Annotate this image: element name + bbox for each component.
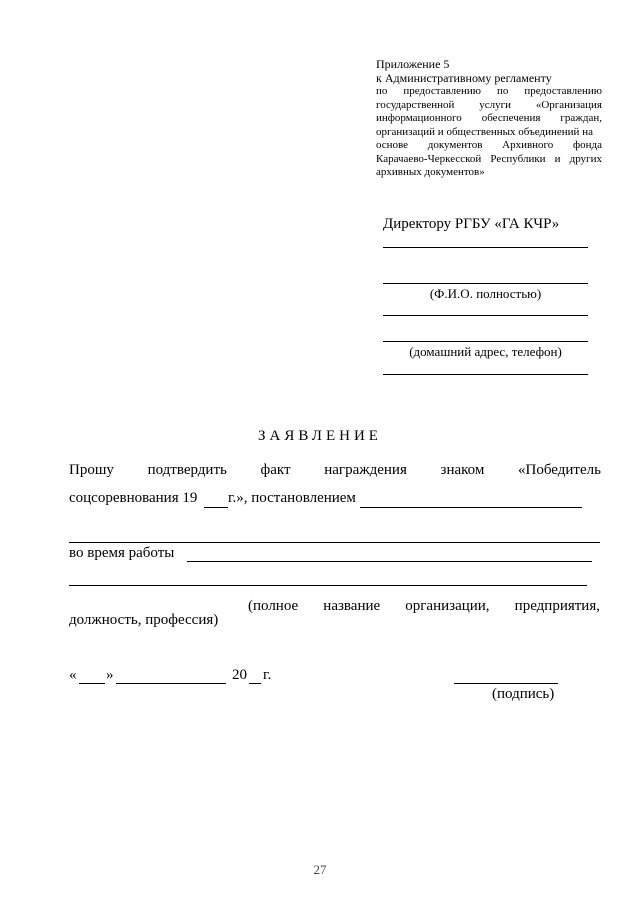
appendix-word: услуги — [479, 98, 511, 111]
addressee-line-1 — [383, 247, 588, 248]
paragraph-word: Прошу — [69, 462, 114, 478]
paragraph-word: подтвердить — [147, 462, 227, 478]
appendix-word: государственной — [376, 98, 455, 111]
caption-word: (полное — [248, 598, 299, 614]
organization-caption — [248, 598, 600, 615]
month-blank — [116, 683, 226, 684]
appendix-word: обеспечения — [481, 112, 541, 124]
statement-title: ЗАЯВЛЕНИЕ — [258, 428, 382, 444]
appendix-line — [376, 99, 602, 113]
fio-caption: (Ф.И.О. полностью) — [429, 286, 542, 301]
appendix-word: по — [496, 85, 509, 97]
appendix-line — [376, 153, 602, 167]
appendix-word: граждан, — [560, 112, 602, 124]
work-blank — [187, 561, 592, 562]
work-label: во время работы — [69, 545, 175, 561]
appendix-line: к Административному регламенту — [376, 70, 552, 85]
full-line-2 — [69, 585, 587, 586]
appendix-word: предоставлению — [403, 85, 481, 97]
appendix-line — [376, 112, 602, 126]
paragraph-word: «Победитель — [518, 462, 601, 478]
addressee-line-5 — [383, 374, 588, 375]
appendix-word: по — [376, 85, 388, 97]
paragraph-word: знаком — [440, 462, 485, 478]
paragraph-word: награждения — [324, 462, 407, 478]
statement-line2-part1: соцсоревнования 19 — [69, 490, 198, 506]
resolution-blank — [360, 507, 582, 508]
statement-line2-part2: г.», постановлением — [228, 490, 356, 506]
paragraph-word: факт — [260, 462, 291, 478]
signature-caption: (подпись) — [492, 686, 555, 702]
year-blank — [204, 507, 228, 508]
appendix-word: документов — [427, 139, 483, 151]
appendix-line — [376, 139, 602, 153]
day-blank — [79, 683, 105, 684]
appendix-word: Республики — [490, 152, 546, 165]
appendix-word: фонда — [572, 139, 602, 151]
appendix-word: Архивного — [502, 139, 554, 151]
page-number: 27 — [313, 862, 327, 877]
appendix-word: организаций и общественных объединений на — [376, 125, 593, 138]
appendix-word: Карачаево-Черкесской — [376, 152, 482, 165]
organization-caption-line2: должность, профессия) — [69, 612, 219, 628]
statement-paragraph-line1 — [69, 462, 601, 479]
year-suffix: г. — [263, 667, 272, 683]
full-line-1 — [69, 542, 600, 543]
appendix-line — [376, 85, 602, 99]
date-open-quote: « — [69, 667, 77, 683]
signature-line — [454, 683, 558, 684]
appendix-word: других — [569, 152, 602, 165]
addressee-director: Директору РГБУ «ГА КЧР» — [383, 216, 560, 232]
caption-word: предприятия, — [514, 598, 600, 614]
appendix-line: архивных документов» — [376, 166, 485, 178]
appendix-line — [376, 126, 602, 140]
date-close-quote: » — [106, 667, 114, 683]
appendix-word: «Организация — [535, 98, 602, 111]
appendix-title: Приложение 5 — [376, 57, 450, 71]
appendix-word: предоставлению — [524, 85, 602, 97]
addressee-line-2 — [383, 283, 588, 284]
appendix-word: и — [554, 152, 561, 165]
address-caption: (домашний адрес, телефон) — [409, 344, 562, 359]
caption-word: организации, — [405, 598, 490, 614]
year-digit-blank — [249, 683, 261, 684]
year-prefix: 20 — [232, 667, 247, 683]
addressee-line-3 — [383, 315, 588, 316]
appendix-block — [376, 58, 602, 180]
appendix-word: информационного — [376, 112, 462, 124]
caption-word: название — [323, 598, 381, 614]
addressee-line-4 — [383, 341, 588, 342]
appendix-word: основе — [376, 139, 409, 151]
